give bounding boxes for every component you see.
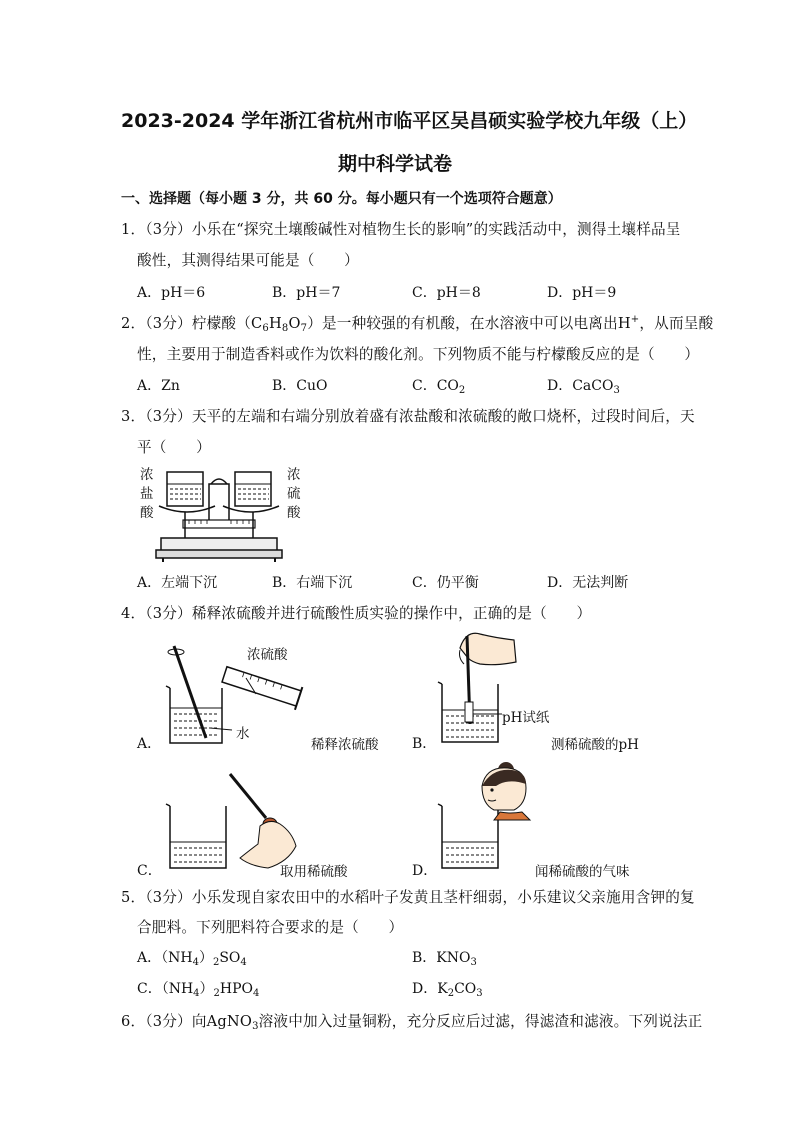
q4-option-b-caption: 测稀硫酸的pH [551,737,639,753]
question-4-line1: 4．（3分）稀释浓硫酸并进行硫酸性质实验的操作中，正确的是（ ） [121,605,592,622]
q5-option-d: D．$K_2CO_3$ [412,981,483,999]
q5-option-c: C．$(NH_4)_2HPO_4$ [137,981,260,999]
question-5-line2: 合肥料。下列肥料符合要求的是（ ） [137,919,404,936]
question-6-line1: 6．（3分）向AgNO$_3$溶液中加入过量铜粉，充分反应后过滤，得滤渣和滤液。下列说法正 [121,1013,703,1032]
q4-option-c-letter: C． [137,863,162,879]
label-water: 水 [236,726,250,742]
section-heading: 一、选择题（每小题 3 分，共 60 分。每小题只有一个选项符合题意） [121,191,562,207]
label-conc-sulfuric: 浓硫酸 [247,647,288,663]
q5-option-b: B．$KNO_3$ [412,950,477,968]
q4-option-b-letter: B． [412,736,437,752]
q4-option-c-caption: 取用稀硫酸 [280,864,348,880]
q1-option-b: B．pH＝7 [272,285,341,301]
question-3-line1: 3．（3分）天平的左端和右端分别放着盛有浓盐酸和浓硫酸的敞口烧杯，过段时间后，天 [121,408,695,425]
figure-take-acid [160,772,300,872]
q2-option-b: B．CuO [272,378,328,394]
question-3-line2: 平（ ） [137,439,211,456]
q3-option-d: D．无法判断 [547,575,629,591]
question-5-line1: 5．（3分）小乐发现自家农田中的水稻叶子发黄且茎杆细弱，小乐建议父亲施用含钾的复 [121,889,695,906]
page-title-line1: 2023-2024 学年浙江省杭州市临平区吴昌硕实验学校九年级（上） [121,110,698,132]
question-2-line1: 2．（3分）柠檬酸$(C_6H_8O_7)$是一种较强的有机酸，在水溶液中可以电离出H+，从而呈酸 [121,314,714,334]
question-2-line2: 性，主要用于制造香料或作为饮料的酸化剂。下列物质不能与柠檬酸反应的是（ ） [137,346,700,363]
label-conc-hcl: 浓 盐 酸 [140,467,154,521]
q4-option-d-caption: 闻稀硫酸的气味 [535,864,630,880]
q2-option-a: A．Zn [137,378,180,394]
question-1-line1: 1．（3分）小乐在“探究土壤酸碱性对植物生长的影响”的实践活动中，测得土壤样品呈 [121,221,681,238]
q3-option-b: B．右端下沉 [272,575,353,591]
q3-option-a: A．左端下沉 [137,575,218,591]
label-conc-h2so4: 浓 硫 酸 [287,467,301,521]
figure-smell-acid [430,752,540,874]
q1-option-d: D．pH＝9 [547,285,617,301]
q4-option-a-caption: 稀释浓硫酸 [311,737,379,753]
q1-option-c: C．pH＝8 [412,285,481,301]
q2-option-c: C．$CO_2$ [412,378,466,396]
q4-option-d-letter: D． [412,863,438,879]
balance-figure [155,466,285,566]
q1-option-a: A．pH＝6 [137,285,206,301]
q4-option-a-letter: A． [137,736,162,752]
q3-option-c: C．仍平衡 [412,575,479,591]
label-ph-paper: pH试纸 [502,710,550,726]
figure-measure-ph [430,628,520,748]
question-1-line2: 酸性，其测得结果可能是（ ） [137,252,359,269]
q2-option-d: D．CaCO$_3$ [547,378,620,396]
q5-option-a: A．$(NH_4)_2SO_4$ [137,950,247,968]
page-title-line2: 期中科学试卷 [338,153,453,175]
